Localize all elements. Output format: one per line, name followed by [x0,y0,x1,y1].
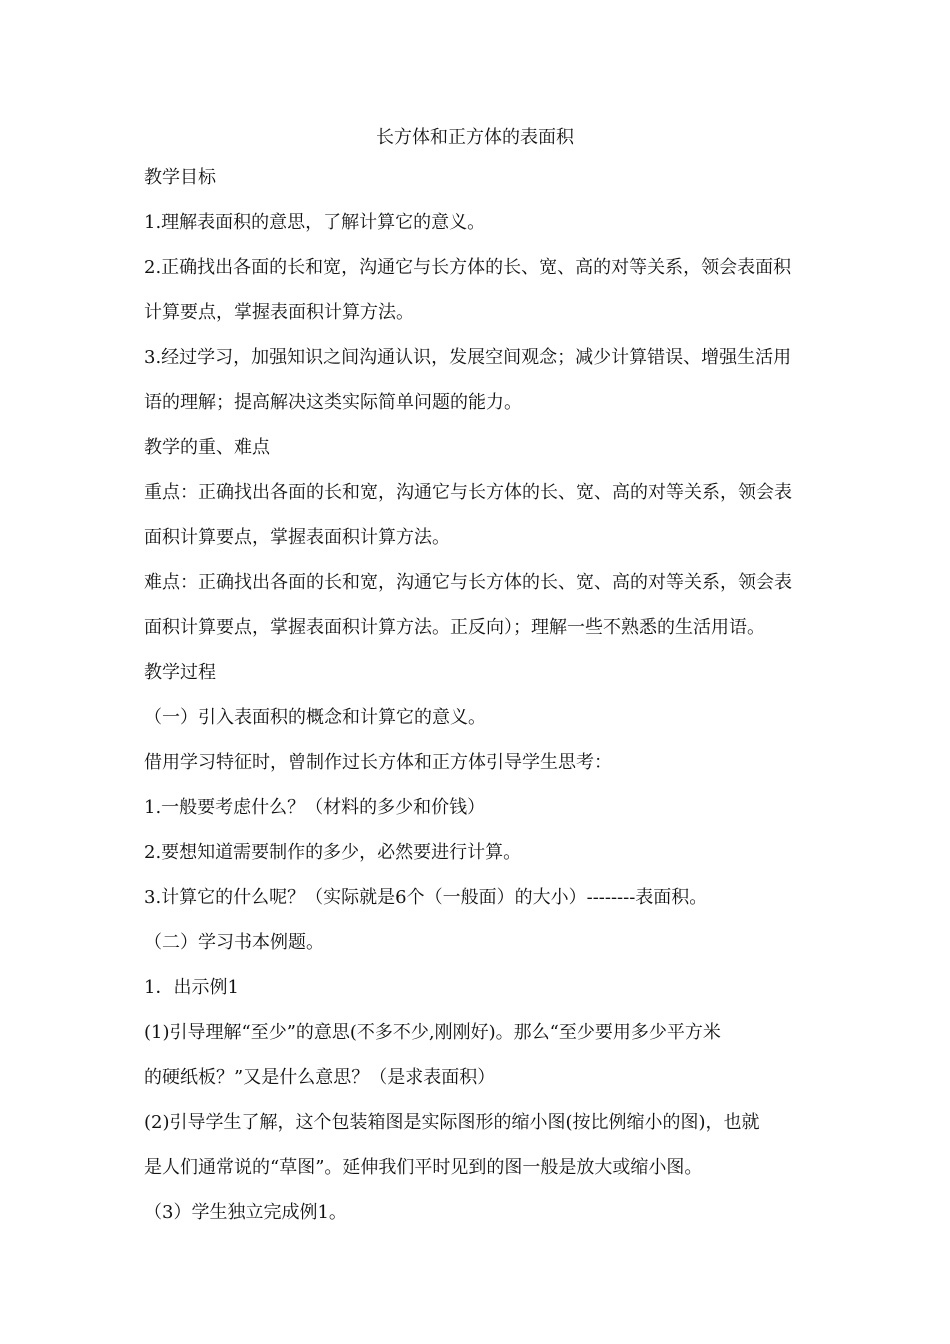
paragraph-line: 3.经过学习，加强知识之间沟通认识，发展空间观念；减少计算错误、增强生活用 [144,347,792,368]
paragraph-line: 难点：正确找出各面的长和宽，沟通它与长方体的长、宽、高的对等关系，领会表 [144,572,792,593]
paragraph-line: 1．出示例1 [144,977,239,998]
paragraph-line: 面积计算要点，掌握表面积计算方法。正反向）；理解一些不熟悉的生活用语。 [144,617,765,638]
section-heading: （一）引入表面积的概念和计算它的意义。 [144,707,486,728]
section-heading: （二）学习书本例题。 [144,932,324,953]
paragraph-line: 2.要想知道需要制作的多少，必然要进行计算。 [144,842,522,863]
document-title: 长方体和正方体的表面积 [376,127,574,148]
paragraph-line: (2)引导学生了解，这个包装箱图是实际图形的缩小图(按比例缩小的图)，也就 [144,1112,760,1133]
paragraph-line: 2.正确找出各面的长和宽，沟通它与长方体的长、宽、高的对等关系，领会表面积 [144,257,792,278]
paragraph-line: 语的理解；提高解决这类实际简单问题的能力。 [144,392,522,413]
paragraph-line: 重点：正确找出各面的长和宽，沟通它与长方体的长、宽、高的对等关系，领会表 [144,482,792,503]
heading-key-points: 教学的重、难点 [144,437,270,458]
paragraph-line: （3）学生独立完成例1。 [144,1202,347,1223]
heading-teaching-process: 教学过程 [144,662,216,683]
paragraph-line: (1)引导理解“至少”的意思(不多不少,刚刚好)。那么“至少要用多少平方米 [144,1022,721,1043]
paragraph-line: 借用学习特征时，曾制作过长方体和正方体引导学生思考： [144,752,612,773]
paragraph-line: 计算要点，掌握表面积计算方法。 [144,302,414,323]
heading-teaching-goals: 教学目标 [144,167,216,188]
paragraph-line: 的硬纸板？”又是什么意思？（是求表面积） [144,1067,496,1088]
paragraph-line: 3.计算它的什么呢？（实际就是6个（一般面）的大小）--------表面积。 [144,887,708,908]
paragraph-line: 1.一般要考虑什么？（材料的多少和价钱） [144,797,486,818]
paragraph-line: 是人们通常说的“草图”。延伸我们平时见到的图一般是放大或缩小图。 [144,1157,703,1178]
paragraph-line: 面积计算要点，掌握表面积计算方法。 [144,527,450,548]
paragraph-line: 1.理解表面积的意思，了解计算它的意义。 [144,212,486,233]
